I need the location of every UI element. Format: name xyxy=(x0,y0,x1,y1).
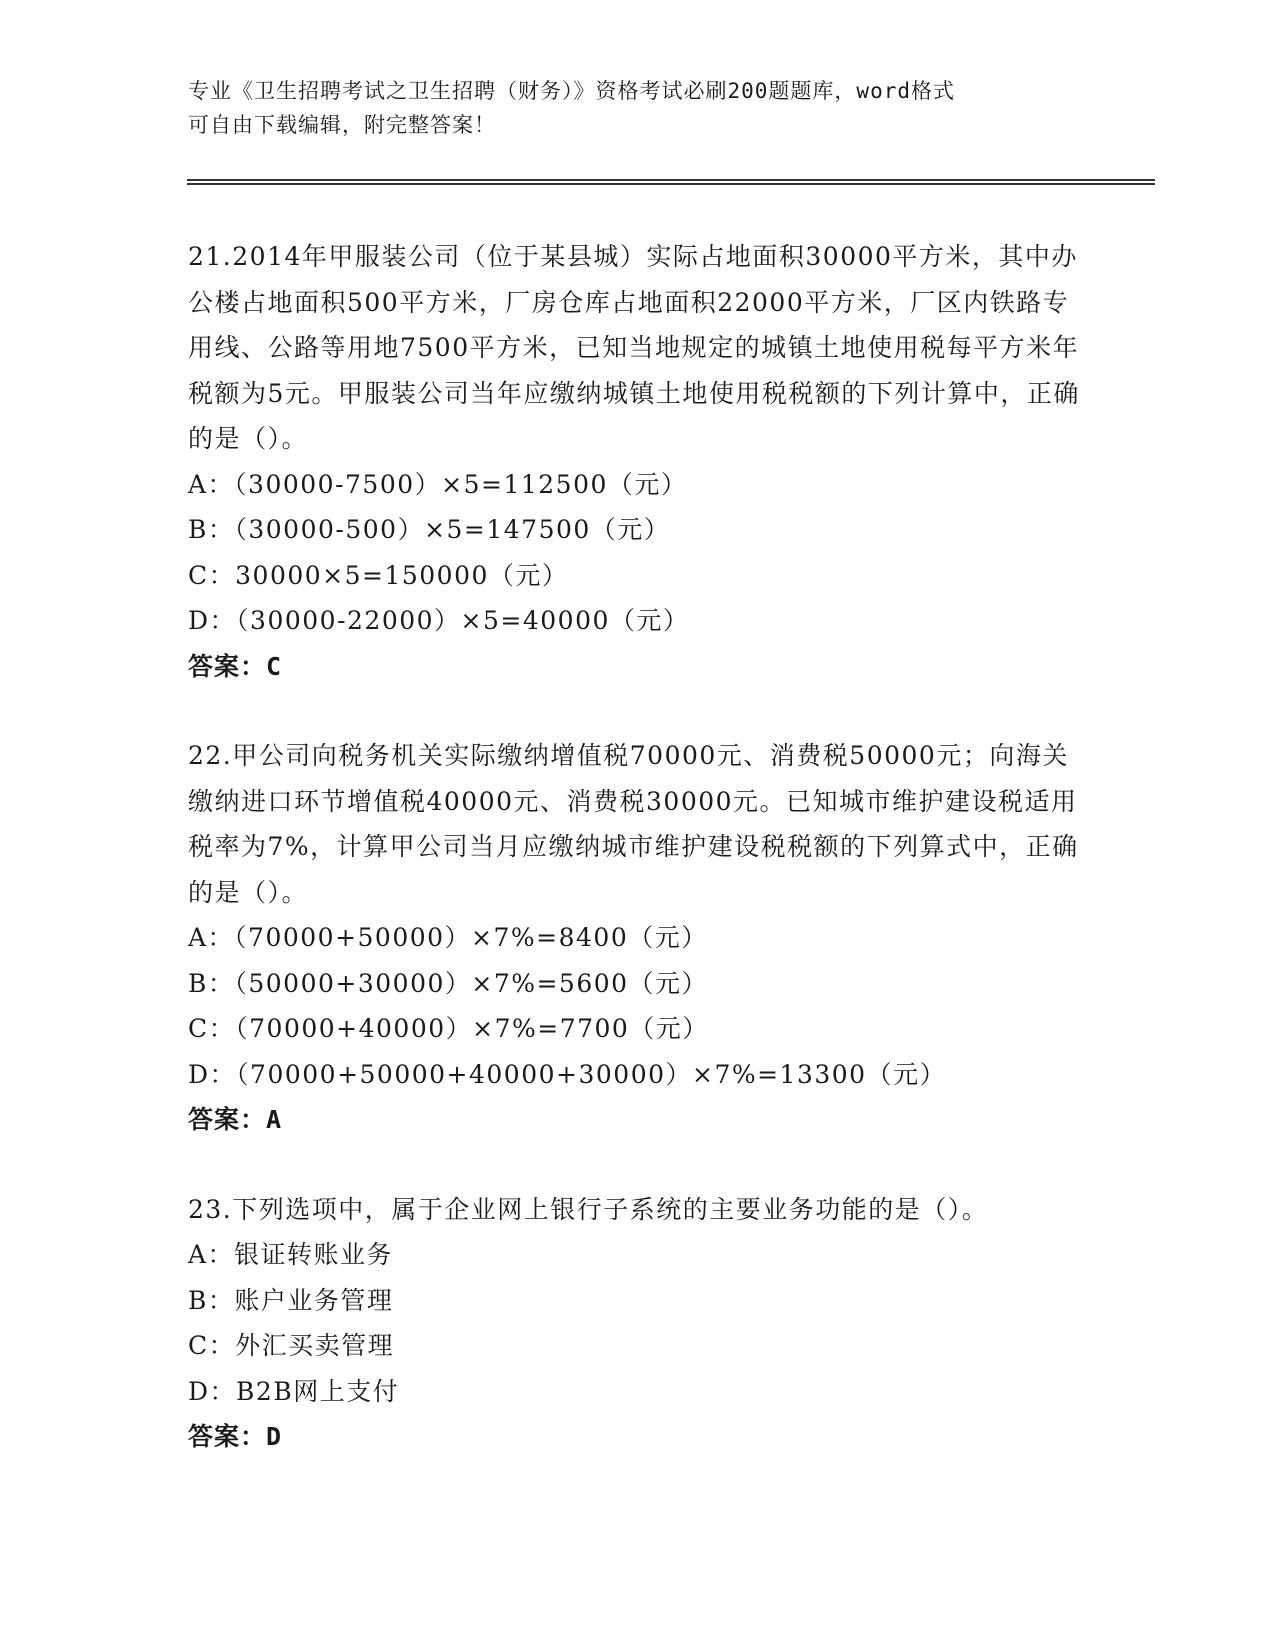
answer: 答案：A xyxy=(188,1105,283,1134)
option-c: C：外汇买卖管理 xyxy=(188,1331,395,1360)
option-d: D：（70000+50000+40000+30000）×7%=13300（元） xyxy=(188,1059,947,1089)
option-a: A：银证转账业务 xyxy=(188,1240,394,1269)
answer: 答案：D xyxy=(188,1422,283,1451)
header-title-line1: 专业《卫生招聘考试之卫生招聘（财务）》资格考试必刷200题题库，word格式 xyxy=(188,79,955,103)
question-stem: 23.下列选项中，属于企业网上银行子系统的主要业务功能的是（）。 xyxy=(188,1194,989,1224)
header-title-line2: 可自由下载编辑，附完整答案！ xyxy=(188,113,496,137)
option-b: B：（50000+30000）×7%=5600（元） xyxy=(188,968,709,998)
question-23 xyxy=(188,1187,1088,1460)
question-stem: 22.甲公司向税务机关实际缴纳增值税70000元、消费税50000元；向海关缴纳进口环节增值税40000元、消费税30000元。已知城市维护建设税适用税率为7%，计算甲公司当月应缴纳城市维护建设税税额的下列算式中，正确的是（）。 xyxy=(188,741,1079,907)
question-list xyxy=(188,234,1088,1504)
option-d: D：（30000-22000）×5=40000（元） xyxy=(188,606,690,635)
option-c: C：30000×5=150000（元） xyxy=(188,560,569,590)
option-a: A：（30000-7500）×5=112500（元） xyxy=(188,469,688,499)
document-header xyxy=(188,74,1068,142)
option-b: B：账户业务管理 xyxy=(188,1285,394,1315)
answer: 答案：C xyxy=(188,651,283,681)
option-a: A：（70000+50000）×7%=8400（元） xyxy=(188,923,708,952)
header-divider xyxy=(187,179,1155,185)
question-22 xyxy=(188,733,1088,1143)
option-d: D：B2B网上支付 xyxy=(188,1376,400,1406)
question-21 xyxy=(188,234,1088,689)
option-b: B：（30000-500）×5=147500（元） xyxy=(188,515,671,544)
question-stem: 21.2014年甲服装公司（位于某县城）实际占地面积30000平方米，其中办公楼占地面积500平方米，厂房仓库占地面积22000平方米，厂区内铁路专用线、公路等用地7500平方米，已知当地规定的城镇土地使用税每平方米年税额为5元。甲服装公司当年应缴纳城镇土地使用税税额的下列计算中，正确的是（）。 xyxy=(188,242,1080,453)
option-c: C：（70000+40000）×7%=7700（元） xyxy=(188,1014,709,1043)
